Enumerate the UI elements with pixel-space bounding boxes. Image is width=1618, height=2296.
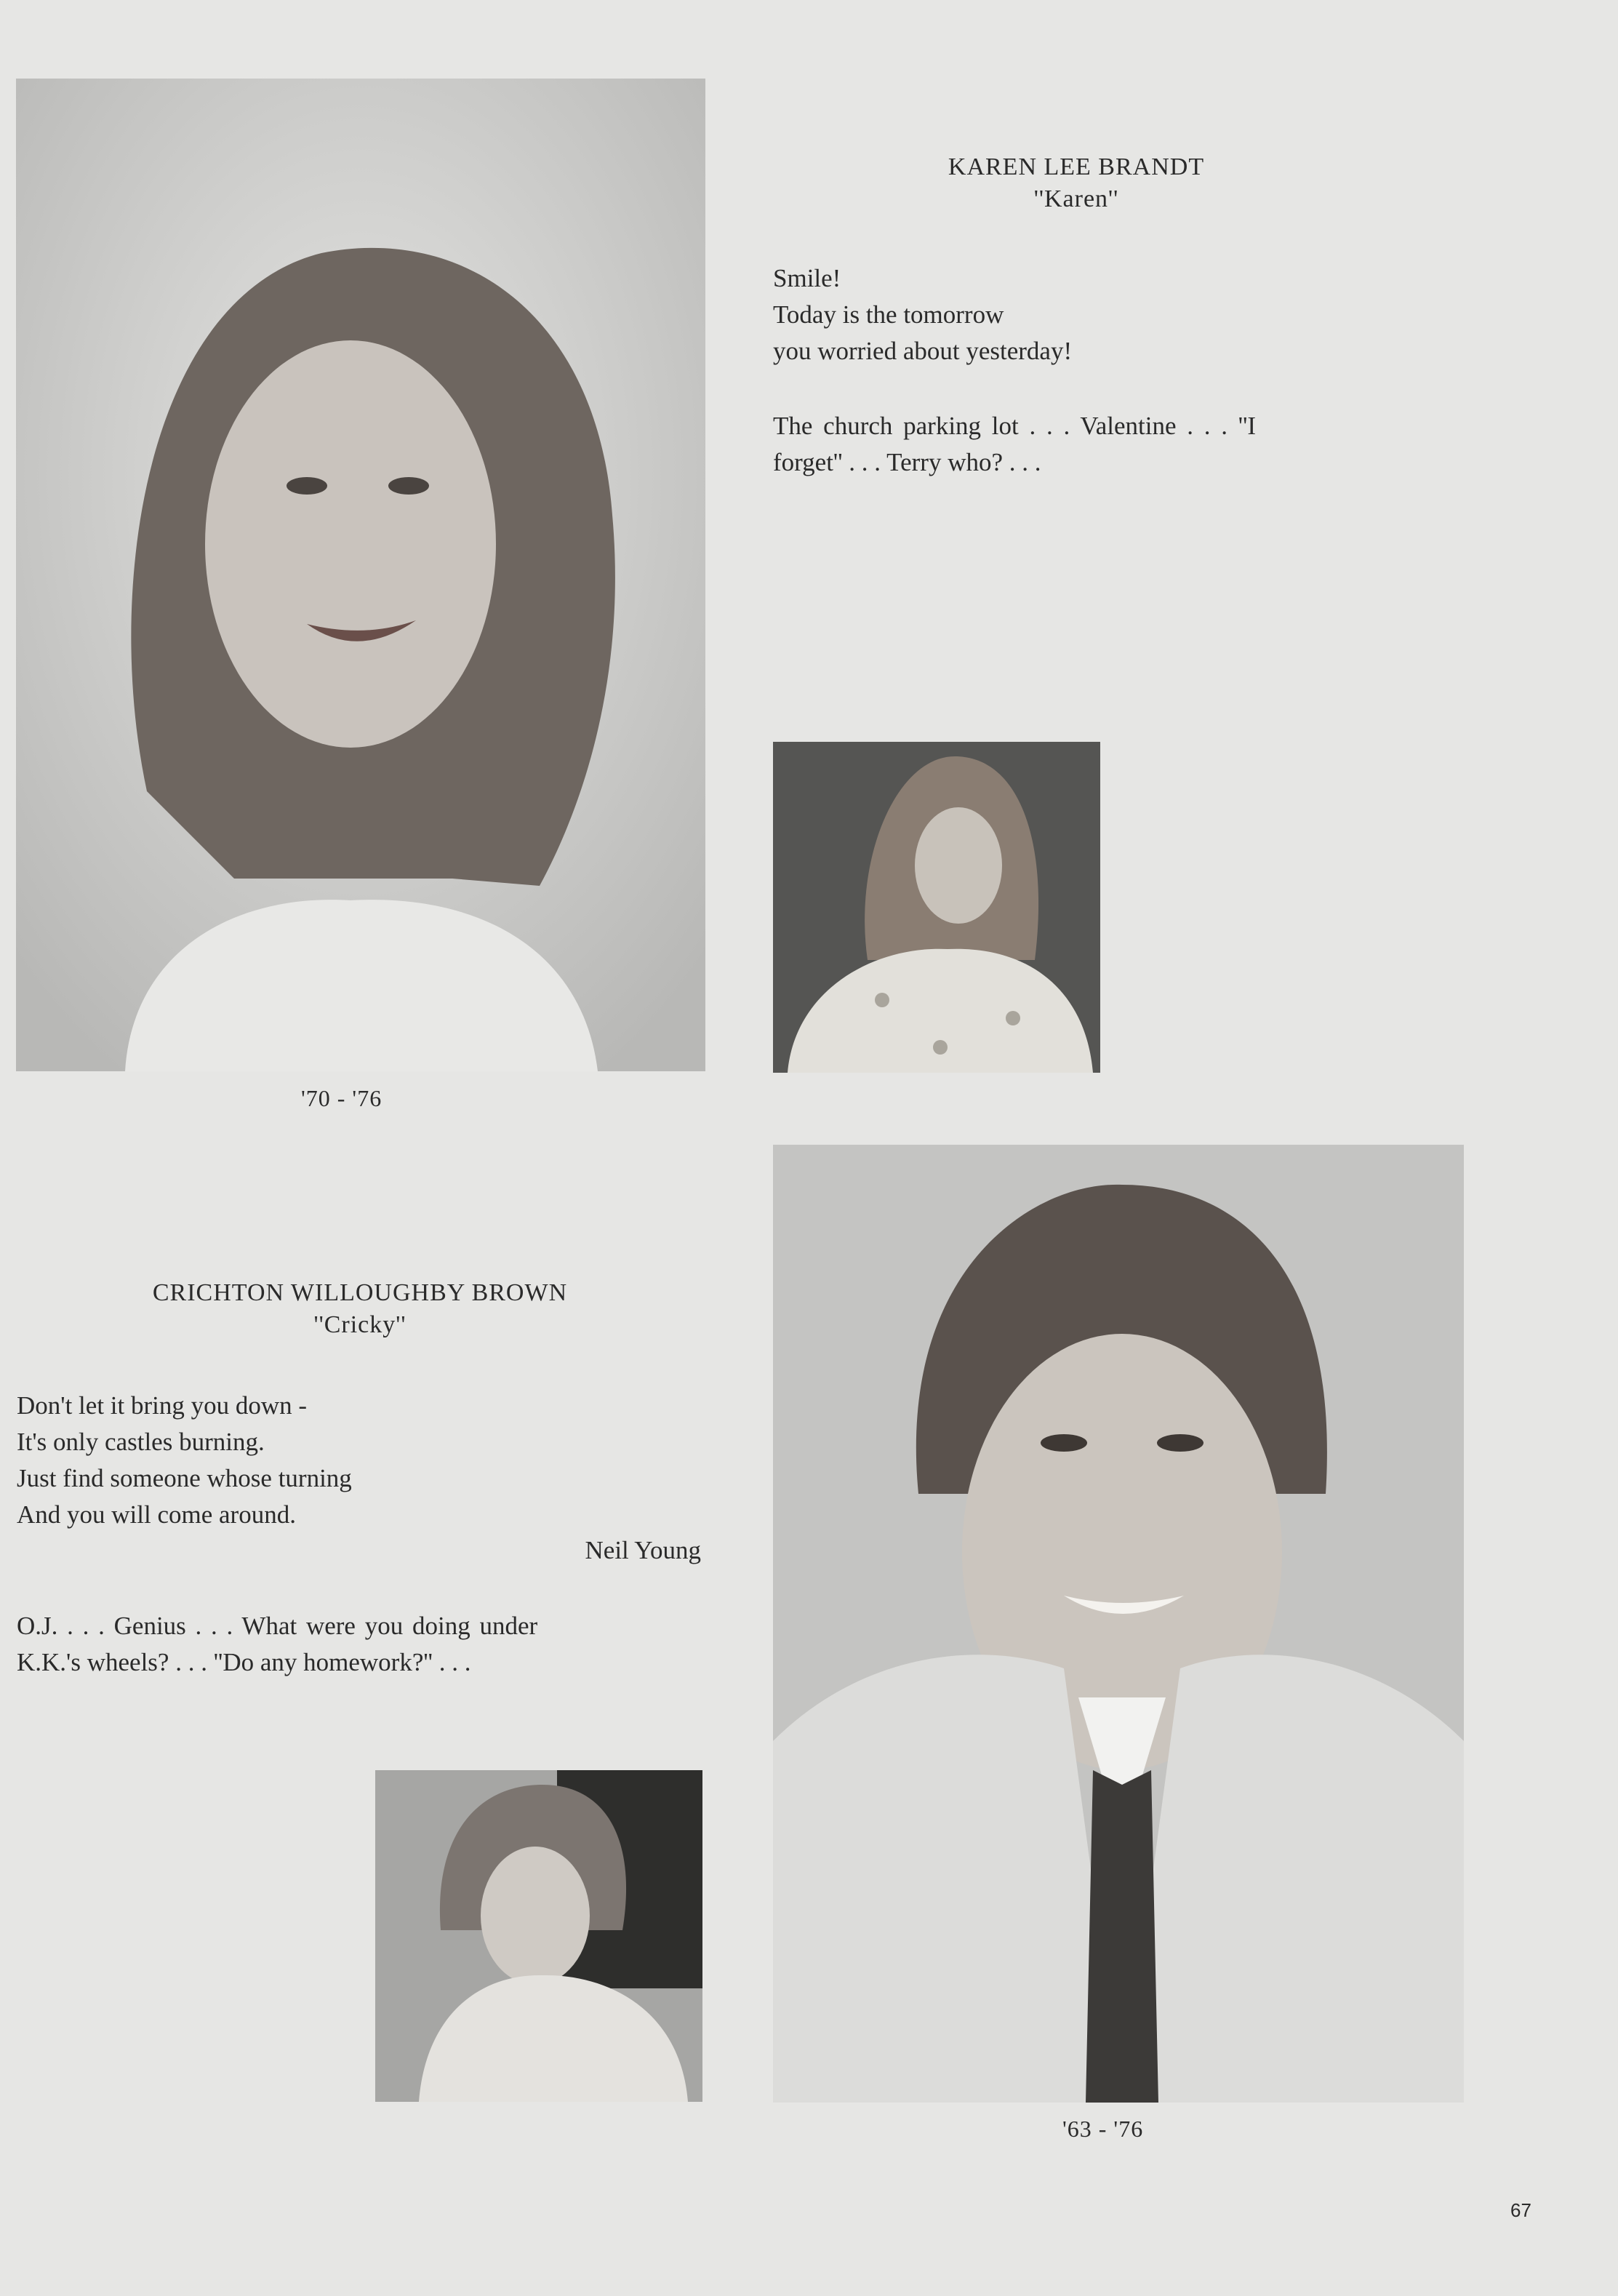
crichton-candid-photo	[375, 1770, 702, 2102]
quote-line: you worried about yesterday!	[773, 337, 1073, 365]
crichton-quote	[17, 1388, 352, 1533]
quote-line: It's only castles burning.	[17, 1428, 265, 1456]
memory-line: The church parking lot . . . Valentine . . . ''I	[773, 412, 1257, 440]
quote-line: And you will come around.	[17, 1500, 296, 1529]
memory-line: O.J. . . . Genius . . . What were you doing under	[17, 1612, 538, 1640]
quote-line: Today is the tomorrow	[773, 300, 1004, 329]
quote-line: Don't let it bring you down -	[17, 1391, 308, 1420]
crichton-heading	[102, 1277, 618, 1341]
crichton-portrait-photo	[773, 1145, 1464, 2103]
crichton-nickname: ''Cricky''	[313, 1311, 406, 1338]
memory-line: forget'' . . . Terry who? . . .	[773, 448, 1041, 476]
crichton-memories	[17, 1608, 715, 1681]
karen-nickname: ''Karen''	[1033, 185, 1119, 212]
karen-name: KAREN LEE BRANDT	[948, 153, 1205, 180]
karen-heading	[894, 151, 1258, 215]
karen-portrait-photo	[16, 79, 705, 1071]
karen-candid-photo	[773, 742, 1100, 1073]
karen-memories	[773, 408, 1457, 481]
quote-line: Just find someone whose turning	[17, 1464, 352, 1492]
karen-quote	[773, 260, 1072, 369]
crichton-name: CRICHTON WILLOUGHBY BROWN	[152, 1279, 568, 1306]
quote-line: Smile!	[773, 264, 841, 292]
karen-years: '70 - '76	[301, 1085, 383, 1111]
quote-author: Neil Young	[585, 1536, 701, 1564]
page-number: 67	[1510, 2199, 1531, 2221]
crichton-years: '63 - '76	[1062, 2116, 1144, 2142]
memory-line: K.K.'s wheels? . . . ''Do any homework?'' . . .	[17, 1648, 471, 1676]
